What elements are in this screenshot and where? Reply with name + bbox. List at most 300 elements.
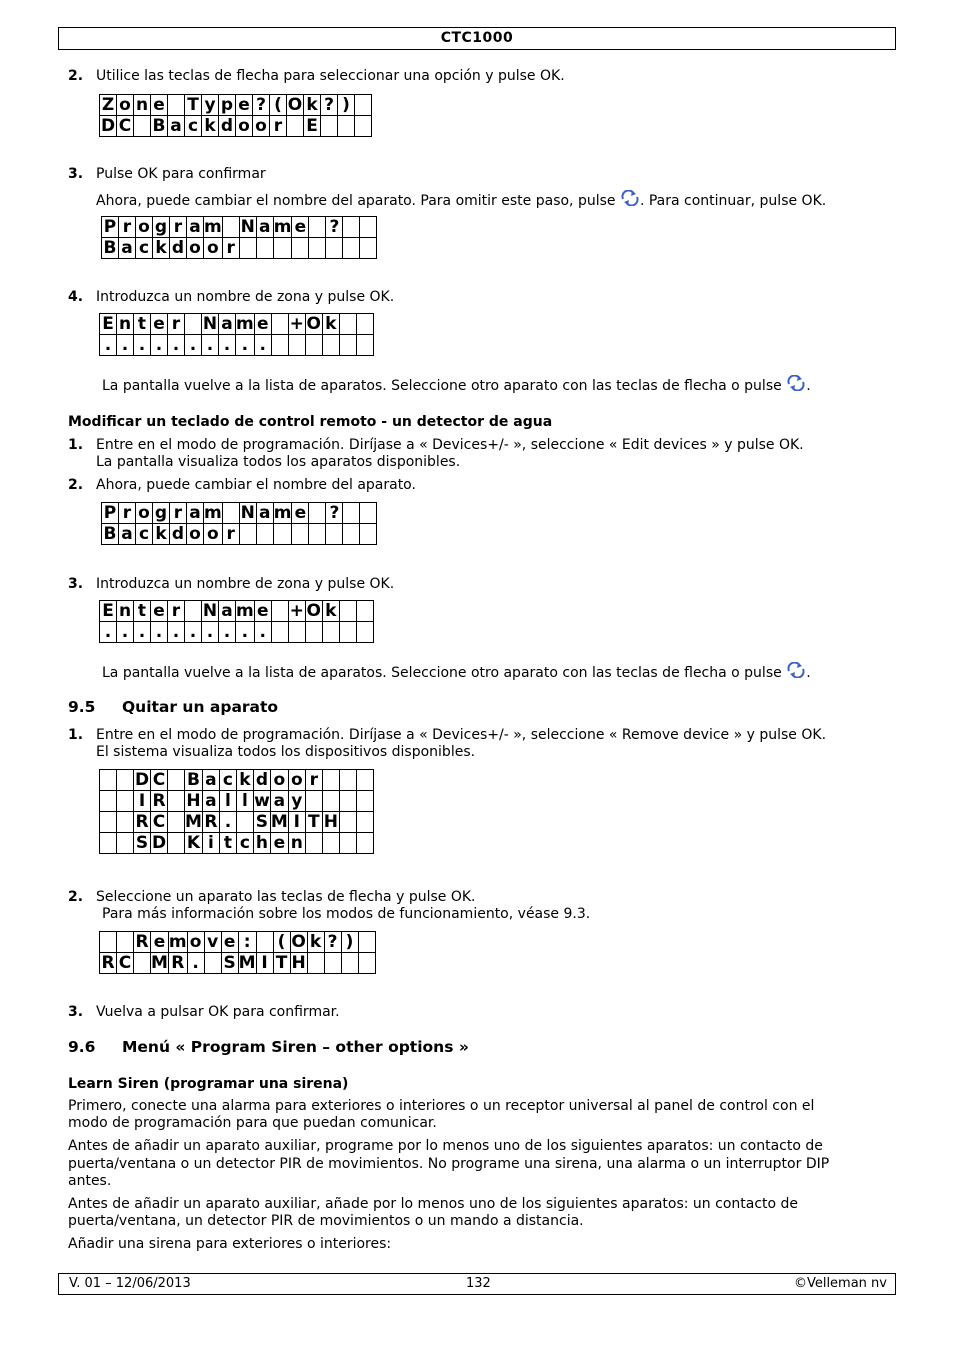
lcd-cell: k (236, 770, 253, 791)
lcd-cell: e (270, 833, 288, 854)
paragraph-line: Primero, conecte una alarma para exteriores o interiores o un receptor universal al panel de control con el (68, 1098, 815, 1114)
lcd-cell: . (134, 335, 151, 356)
lcd-cell: C (117, 116, 134, 137)
lcd-cell: o (288, 770, 305, 791)
lcd-cell: m (204, 503, 222, 523)
lcd-cell: B (102, 238, 119, 259)
lcd-cell (168, 95, 185, 116)
lcd-cell (185, 314, 202, 335)
lcd-cell: : (238, 932, 256, 953)
lcd-cell (236, 812, 253, 833)
step-text: Pulse OK para confirmar (96, 166, 266, 182)
lcd-cell: R (135, 932, 149, 952)
lcd-cell (322, 335, 339, 356)
lcd-cell: y (202, 95, 219, 116)
page-footer (58, 1273, 896, 1295)
lcd-cell (309, 217, 326, 238)
lcd-cell: I (256, 953, 273, 974)
lcd-cell: B (102, 524, 119, 545)
lcd-row (100, 335, 374, 356)
lcd-cell (326, 524, 343, 545)
lcd-cell: t (134, 314, 151, 335)
footer-copyright: ©Velleman nv (793, 1276, 887, 1291)
lcd-cell: r (168, 601, 185, 622)
lcd-row (100, 95, 372, 116)
lcd-cell (339, 314, 356, 335)
lcd-cell (326, 238, 343, 259)
lcd-cell (117, 812, 134, 833)
lcd-cell: . (100, 335, 117, 356)
lcd-cell (134, 953, 151, 974)
step-number: 2. (68, 889, 84, 905)
info-text: La pantalla vuelve a la lista de aparatos. Seleccione otro aparato con las teclas de flecha o pulse (102, 665, 782, 681)
refresh-icon (786, 375, 806, 391)
lcd-cell: . (254, 335, 271, 356)
lcd-cell: E (100, 601, 117, 622)
lcd-cell: C (151, 770, 168, 791)
lcd-cell: o (117, 95, 134, 116)
lcd-cell: ) (341, 932, 358, 953)
lcd-cell (339, 335, 356, 356)
lcd-cell: t (134, 601, 151, 622)
lcd-row (100, 791, 374, 812)
info-text: . (806, 665, 811, 681)
lcd-cell (292, 238, 309, 259)
lcd-cell: e (221, 932, 238, 953)
lcd-cell: D (134, 770, 150, 790)
lcd-row (100, 770, 374, 791)
lcd-cell (356, 335, 373, 356)
lcd-row (102, 238, 377, 259)
lcd-row (100, 622, 374, 643)
step-number: 1. (68, 437, 84, 453)
lcd-cell: Z (100, 95, 117, 116)
lcd-cell (356, 791, 373, 812)
lcd-cell: . (100, 622, 117, 643)
lcd-cell (309, 503, 326, 524)
info-line (102, 662, 811, 681)
lcd-cell (343, 217, 360, 238)
lcd-cell: o (187, 932, 204, 953)
lcd-cell: r (270, 116, 287, 137)
lcd-cell: S (253, 812, 270, 833)
lcd-row (100, 601, 374, 622)
lcd-cell: H (323, 812, 338, 832)
lcd-cell (339, 601, 356, 622)
lcd-cell: v (204, 932, 221, 953)
lcd-cell: ( (273, 932, 290, 953)
lcd-cell (288, 622, 305, 643)
lcd-cell: P (102, 503, 119, 524)
lcd-cell: . (134, 622, 151, 643)
lcd-cell (271, 601, 288, 622)
lcd-cell (271, 335, 288, 356)
lcd-cell: t (219, 833, 236, 854)
lcd-cell: ) (338, 95, 355, 116)
lcd-cell (307, 953, 324, 974)
refresh-icon (786, 662, 806, 678)
lcd-cell: a (187, 217, 204, 238)
subsection-heading: Modificar un teclado de control remoto - un detector de agua (68, 414, 553, 430)
lcd-cell: P (102, 217, 119, 238)
lcd-cell (100, 770, 117, 791)
lcd-cell: H (291, 953, 306, 973)
lcd-cell: ? (326, 503, 343, 524)
lcd-cell (343, 524, 360, 545)
lcd-enter-name (99, 600, 374, 643)
lcd-cell (322, 833, 339, 854)
lcd-cell (117, 932, 134, 953)
lcd-cell: n (117, 314, 134, 335)
step-text-part: Ahora, puede cambiar el nombre del aparato. Para omitir este paso, pulse (96, 193, 616, 209)
lcd-cell: D (151, 833, 167, 853)
lcd-cell: C (117, 953, 134, 974)
lcd-cell: r (170, 503, 187, 524)
lcd-cell: m (204, 217, 222, 237)
lcd-cell: c (185, 116, 202, 137)
lcd-cell: r (222, 524, 239, 545)
info-text: La pantalla vuelve a la lista de aparatos. Seleccione otro aparato con las teclas de flecha o pulse (102, 378, 782, 394)
lcd-cell (356, 770, 373, 791)
lcd-cell (271, 314, 288, 335)
lcd-cell: k (153, 238, 170, 259)
paragraph-line: modo de programación para que puedan comunicar. (68, 1115, 437, 1131)
lcd-cell (204, 953, 221, 974)
lcd-cell (287, 116, 304, 137)
lcd-cell (358, 953, 375, 974)
lcd-row (102, 524, 377, 545)
lcd-cell (288, 335, 305, 356)
lcd-cell: M (185, 812, 202, 832)
lcd-cell: I (134, 791, 151, 812)
lcd-cell (356, 833, 373, 854)
lcd-cell: . (202, 622, 219, 643)
lcd-cell (100, 932, 117, 953)
lcd-cell: a (256, 503, 273, 524)
lcd-cell: k (307, 932, 324, 953)
lcd-cell (168, 770, 185, 791)
lcd-cell (339, 833, 356, 854)
lcd-cell: R (135, 812, 149, 832)
lcd-cell: a (256, 217, 273, 238)
lcd-cell (305, 833, 322, 854)
step-number: 3. (68, 576, 84, 592)
lcd-cell (322, 791, 339, 812)
lcd-cell: R (168, 953, 187, 974)
lcd-row (100, 812, 374, 833)
lcd-row (100, 116, 372, 137)
lcd-cell: R (101, 953, 115, 973)
lcd-cell (339, 622, 356, 643)
lcd-cell: ? (324, 932, 341, 953)
lcd-cell (343, 238, 360, 259)
footer-version: V. 01 – 12/06/2013 (69, 1276, 191, 1291)
lcd-cell (305, 335, 322, 356)
lcd-cell: N (240, 503, 255, 523)
lcd-cell: R (152, 791, 166, 811)
step-text: Entre en el modo de programación. Diríjase a « Devices+/- », seleccione « Edit devices » y pulse OK. (96, 437, 804, 453)
lcd-cell (324, 953, 341, 974)
lcd-cell: B (185, 770, 203, 791)
step-text: Seleccione un aparato las teclas de flecha y pulse OK. (96, 889, 476, 905)
lcd-cell: r (119, 503, 136, 524)
lcd-cell (256, 524, 273, 545)
lcd-cell (338, 116, 355, 137)
lcd-cell: o (236, 116, 253, 137)
lcd-cell (100, 833, 117, 854)
lcd-cell: O (306, 601, 321, 621)
lcd-cell (222, 217, 239, 238)
lcd-cell: e (292, 217, 309, 238)
step-number: 2. (68, 68, 84, 84)
lcd-cell: + (289, 601, 304, 621)
lcd-cell (360, 524, 377, 545)
page-header (58, 27, 896, 50)
lcd-cell: n (117, 601, 134, 622)
lcd-cell: E (100, 314, 117, 335)
lcd-cell: k (153, 524, 170, 545)
lcd-cell: E (304, 116, 321, 137)
step-text: El sistema visualiza todos los dispositivos disponibles. (96, 744, 476, 760)
lcd-cell: e (254, 601, 271, 622)
lcd-cell (117, 770, 134, 791)
lcd-cell: k (202, 116, 219, 137)
lcd-cell: N (202, 601, 218, 621)
lcd-cell: a (187, 503, 204, 524)
lcd-cell: e (151, 95, 168, 116)
lcd-cell (239, 238, 256, 259)
lcd-cell: e (254, 314, 271, 335)
lcd-cell: k (322, 314, 339, 335)
section-title: Quitar un aparato (122, 698, 279, 716)
section-number: 9.5 (68, 698, 96, 716)
lcd-cell: I (288, 812, 305, 833)
lcd-cell: c (219, 770, 236, 791)
lcd-cell (322, 770, 339, 791)
lcd-cell: o (204, 524, 223, 545)
paragraph-line: puerta/ventana, un detector PIR de movimientos o un mando a distancia. (68, 1213, 584, 1229)
lcd-cell: p (219, 95, 236, 116)
step-number: 3. (68, 166, 84, 182)
lcd-cell (100, 812, 117, 833)
lcd-cell: i (202, 833, 219, 854)
step-text: La pantalla visualiza todos los aparatos disponibles. (96, 454, 461, 470)
lcd-cell (341, 953, 358, 974)
lcd-cell: . (236, 335, 255, 356)
step-text-line (96, 190, 826, 209)
lcd-cell (256, 238, 273, 259)
lcd-cell: r (119, 217, 136, 238)
paragraph-line: puerta/ventana o un detector PIR de movimientos. No programe una sirena, una alarma o un interruptor DIP (68, 1156, 830, 1172)
step-number: 2. (68, 477, 84, 493)
lcd-row (100, 314, 374, 335)
lcd-cell: n (134, 95, 151, 116)
step-text: Para más información sobre los modos de funcionamiento, véase 9.3. (102, 906, 591, 922)
lcd-cell: r (305, 770, 322, 791)
lcd-cell: o (270, 770, 288, 791)
lcd-cell: e (151, 601, 168, 622)
lcd-cell (355, 95, 372, 116)
lcd-cell: n (288, 833, 305, 854)
lcd-cell: K (185, 833, 203, 854)
lcd-cell: d (219, 116, 236, 137)
step-text: Vuelva a pulsar OK para confirmar. (96, 1004, 340, 1020)
lcd-cell: e (292, 503, 309, 524)
lcd-cell (309, 524, 326, 545)
lcd-cell: . (236, 622, 255, 643)
lcd-cell: c (236, 833, 253, 854)
lcd-cell (355, 116, 372, 137)
lcd-program-name (101, 216, 377, 259)
lcd-cell: ? (321, 95, 338, 116)
lcd-cell: o (187, 524, 204, 545)
lcd-row (100, 953, 376, 974)
lcd-cell: T (305, 812, 322, 833)
lcd-cell (343, 503, 360, 524)
lcd-cell: o (136, 217, 153, 238)
lcd-cell: S (134, 833, 151, 854)
lcd-cell: w (254, 791, 270, 811)
lcd-cell: . (219, 622, 236, 643)
lcd-cell: N (202, 314, 218, 334)
lcd-cell: . (219, 335, 236, 356)
lcd-cell: k (322, 601, 339, 622)
lcd-cell: . (168, 335, 185, 356)
lcd-cell: l (219, 791, 236, 812)
lcd-cell: c (136, 238, 153, 259)
step-number: 3. (68, 1004, 84, 1020)
lcd-cell: C (151, 812, 168, 833)
lcd-cell: m (236, 601, 254, 621)
lcd-cell: T (273, 953, 290, 974)
lcd-cell (322, 622, 339, 643)
lcd-cell: ? (326, 217, 343, 238)
lcd-cell: . (187, 953, 204, 974)
lcd-cell (168, 791, 185, 812)
lcd-cell (168, 812, 185, 833)
lcd-cell: . (254, 622, 271, 643)
lcd-cell (360, 503, 377, 524)
lcd-cell (117, 791, 134, 812)
lcd-cell: T (185, 95, 202, 116)
lcd-cell: g (153, 217, 170, 238)
lcd-cell (222, 503, 239, 524)
lcd-cell (356, 314, 373, 335)
lcd-cell (339, 812, 356, 833)
lcd-cell: c (136, 524, 153, 545)
document-title: CTC1000 (440, 30, 514, 46)
lcd-cell: m (273, 503, 292, 523)
lcd-cell: r (170, 217, 187, 238)
lcd-cell: . (219, 812, 236, 833)
info-line (102, 375, 811, 394)
subsection-heading: Learn Siren (programar una sirena) (68, 1076, 349, 1092)
lcd-cell: e (236, 95, 253, 116)
lcd-enter-name (99, 313, 374, 356)
lcd-cell: . (202, 335, 219, 356)
lcd-cell: M (238, 953, 256, 973)
lcd-cell: R (204, 812, 218, 832)
lcd-cell (305, 791, 322, 812)
lcd-cell: a (270, 791, 288, 812)
lcd-cell (134, 116, 151, 137)
step-text: Utilice las teclas de flecha para seleccionar una opción y pulse OK. (96, 68, 565, 84)
lcd-cell: e (151, 314, 168, 335)
lcd-cell: B (151, 116, 168, 137)
lcd-cell: m (236, 314, 254, 334)
lcd-cell: . (185, 622, 202, 643)
lcd-cell: d (253, 770, 270, 791)
lcd-cell (100, 791, 117, 812)
lcd-cell: o (136, 503, 153, 524)
lcd-cell (356, 601, 373, 622)
step-text: Entre en el modo de programación. Diríjase a « Devices+/- », seleccione « Remove device » y pulse OK. (96, 727, 827, 743)
lcd-cell: a (202, 770, 219, 791)
lcd-cell: l (236, 791, 253, 812)
lcd-cell: o (253, 116, 270, 137)
lcd-cell: o (187, 238, 204, 259)
lcd-cell: r (222, 238, 239, 259)
lcd-cell: . (185, 335, 202, 356)
step-text: Introduzca un nombre de zona y pulse OK. (96, 289, 395, 305)
lcd-cell (292, 524, 309, 545)
lcd-cell (358, 932, 375, 953)
lcd-cell (339, 791, 356, 812)
lcd-device-list (99, 769, 374, 854)
lcd-cell: N (240, 217, 255, 237)
lcd-cell: k (304, 95, 321, 116)
paragraph-line: Antes de añadir un aparato auxiliar, programe por lo menos uno de los siguientes aparatos: un contacto de (68, 1138, 823, 1154)
lcd-row (102, 503, 377, 524)
lcd-cell (339, 770, 356, 791)
lcd-cell (271, 622, 288, 643)
lcd-cell: . (168, 622, 185, 643)
lcd-cell: . (117, 622, 134, 643)
step-number: 4. (68, 289, 84, 305)
paragraph-line: Añadir una sirena para exteriores o interiores: (68, 1236, 392, 1252)
lcd-cell: S (221, 953, 238, 974)
lcd-cell: + (289, 314, 304, 334)
lcd-cell: m (168, 932, 187, 952)
lcd-cell: d (170, 238, 187, 259)
step-text: Ahora, puede cambiar el nombre del aparato. (96, 477, 416, 493)
footer-page-number: 132 (466, 1276, 491, 1291)
lcd-cell: O (287, 95, 303, 115)
lcd-cell (185, 601, 202, 622)
lcd-cell (273, 524, 292, 545)
lcd-cell: a (168, 116, 185, 137)
lcd-cell: ( (270, 95, 287, 116)
lcd-cell (168, 833, 185, 854)
lcd-cell (360, 217, 377, 238)
lcd-cell (239, 524, 256, 545)
lcd-cell: m (273, 217, 292, 237)
lcd-cell: . (151, 622, 168, 643)
lcd-cell: O (291, 932, 306, 952)
lcd-cell: g (153, 503, 170, 524)
refresh-icon (620, 190, 640, 206)
lcd-cell: d (170, 524, 187, 545)
lcd-cell (356, 622, 373, 643)
lcd-cell: o (204, 238, 223, 259)
section-title: Menú « Program Siren – other options » (122, 1038, 469, 1056)
step-text: Introduzca un nombre de zona y pulse OK. (96, 576, 395, 592)
lcd-cell: D (100, 116, 116, 136)
lcd-cell: O (306, 314, 321, 334)
lcd-cell: . (117, 335, 134, 356)
lcd-row (100, 932, 376, 953)
lcd-remove (99, 931, 376, 974)
